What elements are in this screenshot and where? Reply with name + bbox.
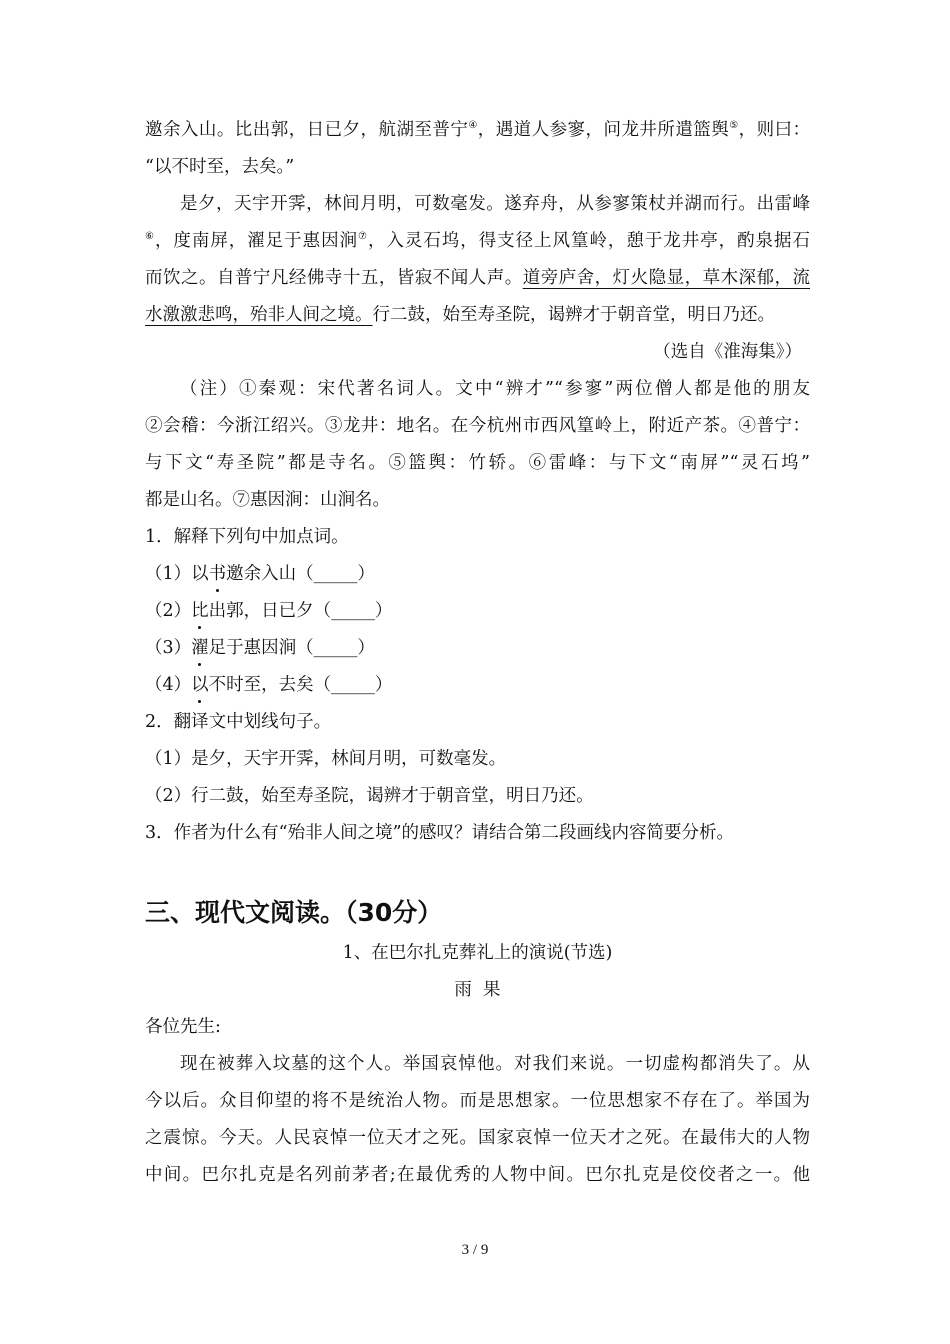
passage-line: [145, 297, 810, 334]
underlined-sentence: 道旁庐舍，灯火隐显，草木深郁，流: [522, 268, 810, 288]
passage-line: 是夕，天宇开霁，林间月明，可数毫发。遂弃舟，从参寥策杖并湖而行。出雷峰: [180, 194, 810, 214]
text: 行二鼓，始至寿圣院，谒辨才于朝音堂，明日乃还。: [372, 305, 775, 325]
section-heading: 三、现代文阅读。（30分）: [145, 898, 443, 927]
article-line: 现在被葬入坟墓的这个人。举国哀悼他。对我们来说。一切虚构都消失了。从: [180, 1054, 810, 1074]
text: （1）以: [145, 564, 209, 584]
text: 而饮之。自普宁凡经佛寺十五，皆寂不闻人声。: [145, 268, 523, 288]
text: ，则曰：: [738, 120, 810, 140]
note-line: 都是山名。⑦惠因涧：山涧名。: [145, 490, 390, 510]
article-title: 1、在巴尔扎克葬礼上的演说(节选): [342, 943, 613, 963]
dotted-word: 以: [191, 667, 209, 704]
article-line: 中间。巴尔扎克是名列前茅者;在最优秀的人物中间。巴尔扎克是佼佼者之一。他: [145, 1165, 810, 1185]
article-line: 之震惊。今天。人民哀悼一位天才之死。国家哀悼一位天才之死。在最伟大的人物: [145, 1128, 810, 1148]
question-2-item: （1）是夕，天宇开霁，林间月明，可数毫发。: [145, 749, 507, 769]
question-2: 2．翻译文中划线句子。: [145, 712, 332, 732]
text: ，遇道人参寥，问龙井所遣篮舆: [477, 120, 730, 140]
classical-passage: [145, 112, 810, 852]
note-line: ②会稽：今浙江绍兴。③龙井：地名。在今杭州市西风篁岭上，附近产茶。④普宁：: [145, 416, 810, 436]
question-1-item: [145, 556, 810, 593]
passage-line: [145, 223, 810, 260]
page-number: 3 / 9: [461, 1242, 489, 1258]
footnote-marker: ⑥: [145, 231, 155, 242]
text: 不时至，去矣（_____）: [208, 675, 393, 695]
dotted-word: 比: [191, 593, 209, 630]
text: （4）: [145, 675, 192, 695]
text: 邀余入山（_____）: [226, 564, 375, 584]
passage-line: “以不时至，去矣。”: [145, 157, 295, 177]
passage-line: [145, 112, 810, 149]
question-1-item: [145, 667, 810, 704]
footnote-marker: ⑤: [729, 120, 739, 131]
dotted-word: 书: [209, 556, 227, 593]
text: 邀余入山。比出郭，日已夕，航湖至普宁: [145, 120, 469, 140]
question-3: 3．作者为什么有“殆非人间之境”的感叹？请结合第二段画线内容简要分析。: [145, 823, 735, 843]
salutation: 各位先生:: [145, 1017, 221, 1037]
text: 出郭，日已夕（_____）: [208, 601, 393, 621]
text: ，度南屏，濯足于惠因涧: [154, 231, 358, 251]
modern-reading: [145, 935, 810, 1194]
dotted-word: 濯: [191, 630, 209, 667]
text: 足于惠因涧（_____）: [208, 638, 375, 658]
underlined-sentence: 水激激悲鸣，殆非人间之境。: [145, 305, 373, 325]
text: （3）: [145, 638, 192, 658]
passage-line: [145, 260, 810, 297]
text: （2）: [145, 601, 192, 621]
question-1-item: [145, 630, 810, 667]
text: ，入灵石坞，得支径上风篁岭，憩于龙井亭，酌泉据石: [367, 231, 810, 251]
note-line: 与下文“寿圣院”都是寺名。⑤篮舆：竹轿。⑥雷峰：与下文“南屏”“灵石坞”: [145, 453, 810, 473]
question-2-item: （2）行二鼓，始至寿圣院，谒辨才于朝音堂，明日乃还。: [145, 786, 594, 806]
article-author: 雨 果: [454, 980, 501, 1000]
footnote-marker: ④: [468, 120, 478, 131]
footnote-marker: ⑦: [358, 231, 368, 242]
note-line: （注）①秦观：宋代著名词人。文中“辨才”“参寥”两位僧人都是他的朋友: [180, 379, 810, 399]
question-1: 1．解释下列句中加点词。: [145, 527, 349, 547]
article-line: 今以后。众目仰望的将不是统治人物。而是思想家。一位思想家不存在了。举国为: [145, 1091, 810, 1111]
source-citation: （选自《淮海集》）: [653, 342, 802, 362]
question-1-item: [145, 593, 810, 630]
